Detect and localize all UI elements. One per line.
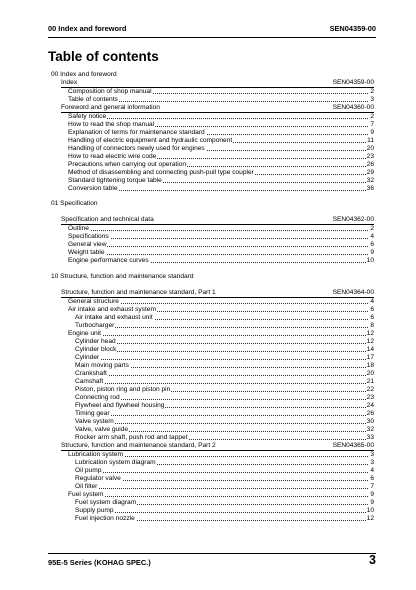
toc-entry[interactable] [51,306,374,314]
entry-title: General structure [68,297,119,305]
toc-entry[interactable] [51,418,374,426]
toc-entry[interactable] [51,362,374,370]
toc-entry[interactable] [51,225,374,233]
subsection-code: SEN04362-00 [332,216,374,224]
dot-leader [68,246,374,247]
toc-entry[interactable] [51,426,374,434]
dot-leader [75,423,374,424]
toc-entry[interactable] [51,410,374,418]
entry-page: 29 [366,169,374,176]
entry-page: 12 [366,329,374,337]
entry-title: Oil pump [75,466,102,474]
entry-title: General view [68,241,107,249]
toc-entry[interactable] [51,113,374,121]
entry-title: Table of contents [68,96,118,103]
toc-entry[interactable] [51,249,374,257]
entry-page: 14 [366,345,374,353]
toc-entry[interactable] [51,88,374,96]
toc-entry[interactable] [51,137,374,145]
entry-title: Engine performance curves [68,257,149,265]
toc-entry[interactable] [51,330,374,338]
entry-title: Conversion table [68,185,118,192]
entry-title: Specifications [68,233,109,241]
entry-page: 6 [370,241,374,249]
toc-entry[interactable] [51,298,374,306]
entry-page: 9 [370,498,374,506]
entry-title: Valve, valve guide [75,425,129,433]
entry-page: 23 [366,153,374,160]
entry-page: 2 [370,225,374,233]
dot-leader [68,496,374,497]
toc-entry[interactable] [51,169,374,177]
dot-leader [75,472,374,473]
dot-leader [68,335,374,336]
page-title: Table of contents [48,49,159,64]
subsection-title: Structure, function and maintenance standard, Part 2 [61,441,216,449]
dot-leader [68,254,374,255]
toc-entry[interactable] [51,378,374,386]
entry-page: 10 [366,506,374,514]
subsection-code: SEN04365-00 [332,441,374,449]
chapter-title: 10 Structure, function and maintenance standard [51,272,194,280]
subsection-heading[interactable] [51,104,374,112]
entry-page: 7 [370,121,374,128]
toc-entry[interactable] [51,241,374,249]
entry-title: Cylinder [75,353,100,361]
toc-entry[interactable] [51,515,374,523]
entry-page: 26 [366,409,374,417]
entry-page: 4 [370,297,374,305]
entry-page: 6 [370,313,374,321]
subsection-title: Specification and technical data [61,216,154,224]
entry-title: Cylinder head [75,337,116,345]
entry-title: Composition of shop manual [68,88,152,95]
subsection-code: SEN04364-00 [332,288,374,296]
entry-page: 4 [370,466,374,474]
dot-leader [75,375,374,376]
entry-title: Camshaft [75,377,104,385]
toc-entry[interactable] [51,459,374,467]
entry-page: 2 [370,88,374,95]
dot-leader [75,383,374,384]
entry-title: Handling of electric equipment and hydraulic component [68,137,233,144]
entry-page: 20 [366,369,374,377]
toc-entry[interactable] [51,451,374,459]
entry-title: Connecting rod [75,393,120,401]
header-section: 00 Index and foreword [48,24,127,33]
toc-entry[interactable] [51,434,374,442]
entry-title: Weight table [68,249,105,257]
toc-entry[interactable] [51,322,374,330]
dot-leader [75,343,374,344]
entry-page: 33 [366,433,374,441]
entry-page: 7 [370,482,374,490]
entry-title: Explanation of terms for maintenance standard [68,129,205,136]
toc-entry[interactable] [51,491,374,499]
subsection-title: Foreword and general information [61,104,160,111]
entry-page: 6 [370,305,374,313]
subsection-title: Structure, function and maintenance standard, Part 1 [61,288,216,296]
footer-divider [48,553,376,554]
toc-entry[interactable] [51,467,374,475]
toc-entry[interactable] [51,129,374,137]
page-number: 3 [369,553,376,567]
entry-page: 3 [370,458,374,466]
toc-entry[interactable] [51,257,374,265]
toc-entry[interactable] [51,370,374,378]
entry-page: 20 [366,145,374,152]
entry-page: 6 [370,474,374,482]
entry-page: 32 [366,425,374,433]
entry-title: How to read electric wire code [68,153,157,160]
entry-title: Fuel system diagram [75,498,137,506]
entry-title: Supply pump [75,506,114,514]
toc-entry[interactable] [51,483,374,491]
entry-title: Lubrication system [68,450,123,458]
entry-page: 12 [366,337,374,345]
entry-page: 23 [366,393,374,401]
entry-page: 3 [370,96,374,103]
entry-title: Fuel system [68,490,104,498]
table-of-contents [51,71,374,523]
footer-model: 95E-5 Series (KOHAG SPEC.) [48,558,151,567]
entry-title: Rocker arm shaft, push rod and tappet [75,433,188,441]
entry-title: Engine unit [68,329,101,337]
dot-leader [75,327,374,328]
header-doc-code: SEN04359-00 [329,24,376,33]
entry-page: 9 [370,129,374,136]
entry-page: 4 [370,233,374,241]
entry-page: 10 [366,257,374,265]
entry-title: Method of disassembling and connecting push-pull type coupler [68,169,254,176]
subsection-code: SEN04360-00 [332,104,374,111]
page-header [48,24,376,36]
toc-entry[interactable] [51,386,374,394]
entry-title: Standard tightening torque table [68,177,162,184]
toc-entry[interactable] [51,346,374,354]
subsection-heading[interactable] [51,216,374,224]
subsection-heading[interactable] [51,289,374,297]
entry-title: Flywheel and flywheel housing [75,401,165,409]
subsection-heading[interactable] [51,79,374,87]
entry-title: Piston, piston ring and piston pin [75,385,171,393]
entry-page: 9 [370,249,374,257]
subsection-code: SEN04359-00 [332,79,374,86]
chapter-title: 00 Index and foreword [51,71,117,78]
subsection-heading[interactable] [51,442,374,450]
entry-title: Air intake and exhaust unit [75,313,153,321]
entry-title: Valve system [75,417,114,425]
entry-title: Safety notice [68,113,107,120]
dot-leader [75,351,374,352]
dot-leader [68,118,374,119]
chapter-title: 01 Specification [51,200,98,208]
entry-title: Cylinder block [75,345,117,353]
toc-section [51,200,374,265]
dot-leader [75,415,374,416]
toc-entry[interactable] [51,185,374,193]
toc-entry[interactable] [51,507,374,515]
entry-page: 17 [366,353,374,361]
toc-entry[interactable] [51,499,374,507]
toc-entry[interactable] [51,314,374,322]
entry-page: 30 [366,417,374,425]
entry-page: 3 [370,450,374,458]
dot-leader [75,359,374,360]
entry-page: 9 [370,490,374,498]
toc-entry[interactable] [51,338,374,346]
entry-title: Main moving parts [75,361,129,369]
dot-leader [75,512,374,513]
toc-entry[interactable] [51,394,374,402]
header-divider [48,37,376,38]
subsection-title: Index [61,79,78,86]
entry-title: Outline [68,225,89,233]
entry-title: Crankshaft [75,369,107,377]
entry-title: Fuel injection nozzle [75,514,135,522]
dot-leader [68,238,374,239]
toc-entry[interactable] [51,96,374,104]
toc-entry[interactable] [51,402,374,410]
entry-title: Precautions when carrying out operation [68,161,187,168]
entry-title: Air intake and exhaust system [68,305,156,313]
entry-title: Lubrication system diagram [75,458,156,466]
toc-entry[interactable] [51,153,374,161]
entry-page: 24 [366,401,374,409]
entry-page: 26 [366,161,374,168]
toc-entry[interactable] [51,145,374,153]
toc-entry[interactable] [51,475,374,483]
entry-page: 11 [367,137,374,144]
entry-title: Regulator valve [75,474,121,482]
entry-title: How to read the shop manual [68,121,155,128]
entry-page: 8 [370,321,374,329]
entry-page: 2 [370,113,374,120]
toc-section [51,273,374,523]
entry-page: 36 [366,185,374,192]
toc-entry[interactable] [51,121,374,129]
entry-title: Timing gear [75,409,110,417]
toc-entry[interactable] [51,177,374,185]
toc-entry[interactable] [51,161,374,169]
entry-title: Turbocharger [75,321,115,329]
toc-entry[interactable] [51,233,374,241]
entry-page: 22 [366,385,374,393]
toc-entry[interactable] [51,354,374,362]
entry-page: 21 [366,377,374,385]
dot-leader [68,230,374,231]
entry-page: 12 [366,514,374,522]
entry-title: Oil filter [75,482,98,490]
entry-page: 18 [366,361,374,369]
dot-leader [75,488,374,489]
entry-title: Handling of connectors newly used for engines [68,145,205,152]
toc-section [51,71,374,193]
entry-page: 32 [366,177,374,184]
